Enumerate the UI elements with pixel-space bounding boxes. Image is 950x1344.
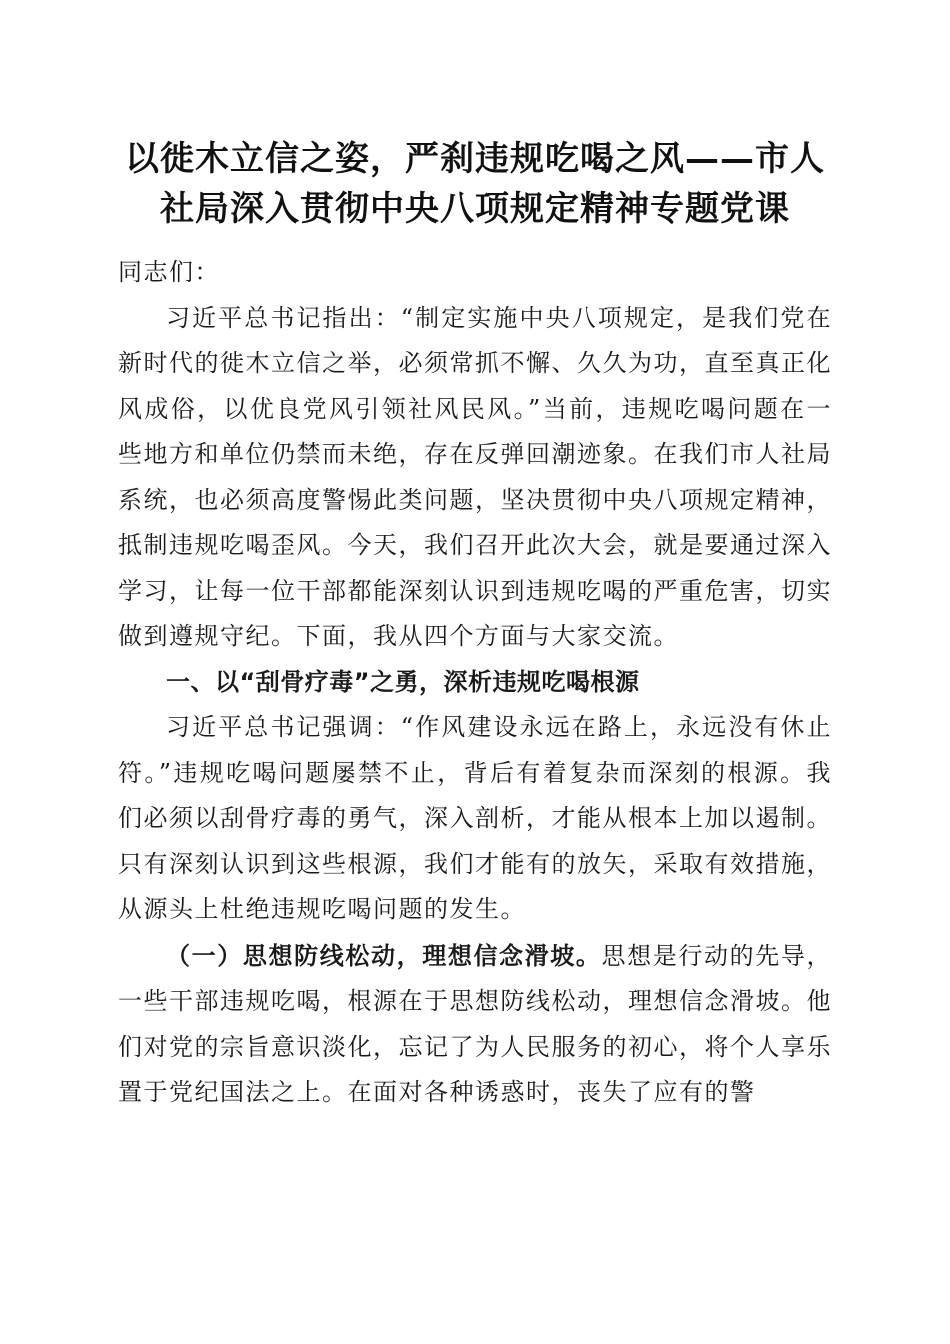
title-line-1: 以徙木立信之姿，严刹违规吃喝之风——市人 bbox=[125, 139, 825, 179]
section-1-paragraph: 习近平总书记强调：“作风建设永远在路上，永远没有休止符。”违规吃喝问题屡禁不止，背后有着复杂而深刻的根源。我们必须以刮骨疗毒的勇气，深入剖析，才能从根本上加以遏制。只有深刻认识到这些根源，我们才能有的放矢，采取有效措施，从源头上杜绝违规吃喝问题的发生。 bbox=[118, 713, 832, 923]
document-title bbox=[100, 134, 850, 234]
intro-paragraph: 习近平总书记指出：“制定实施中央八项规定，是我们党在新时代的徙木立信之举，必须常抓不懈、久久为功，直至真正化风成俗，以优良党风引领社风民风。”当前，违规吃喝问题在一些地方和单位仍禁而未绝，存在反弹回潮迹象。在我们市人社局系统，也必须高度警惕此类问题，坚决贯彻中央八项规定精神，抵制违规吃喝歪风。今天，我们召开此次大会，就是要通过深入学习，让每一位干部都能深刻认识到违规吃喝的严重危害，切实做到遵规守纪。下面，我从四个方面与大家交流。 bbox=[118, 303, 832, 650]
subsection-1-paragraph bbox=[118, 933, 832, 1116]
section-1-heading: 一、以“刮骨疗毒”之勇，深析违规吃喝根源 bbox=[166, 667, 640, 696]
salutation: 同志们： bbox=[118, 258, 220, 286]
subsection-1-text: 思想是行动的先导，一些干部违规吃喝，根源在于思想防线松动，理想信念滑坡。他们对党的宗旨意识淡化，忘记了为人民服务的初心，将个人享乐置于党纪国法之上。在面对各种诱惑时，丧失了应有的警 bbox=[118, 941, 833, 1106]
subsection-1-lead: （一）思想防线松动，理想信念滑坡。 bbox=[166, 940, 602, 970]
title-line-2: 社局深入贯彻中央八项规定精神专题党课 bbox=[160, 189, 790, 229]
document-body bbox=[118, 250, 832, 1116]
